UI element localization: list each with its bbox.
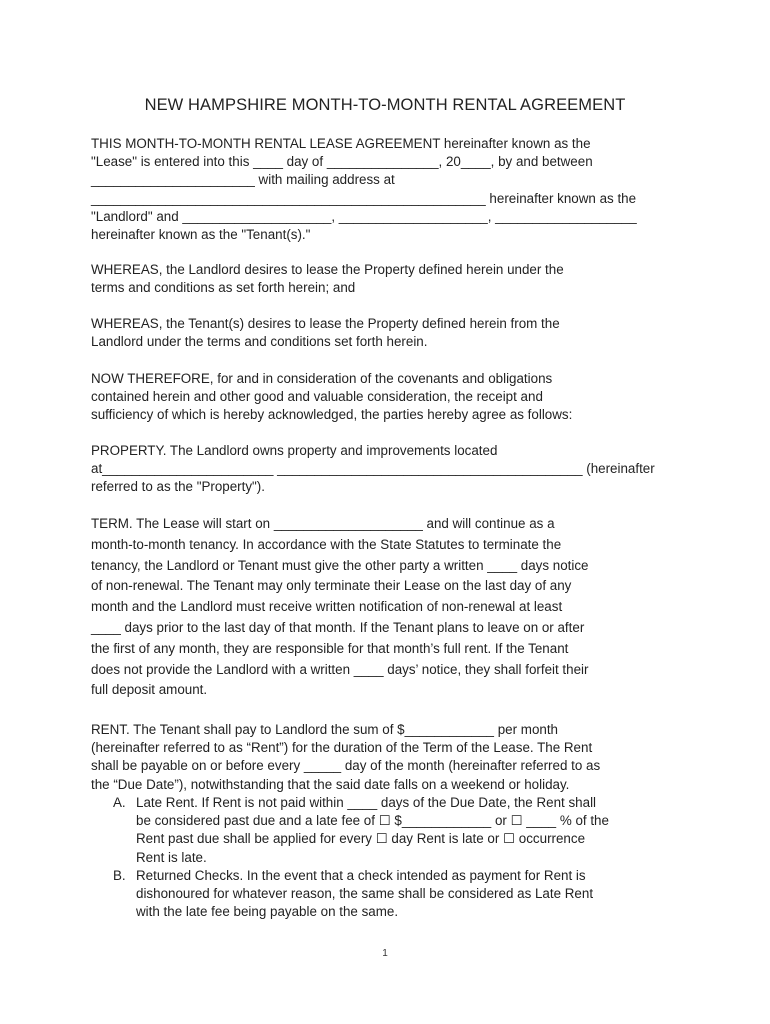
list-item-late-rent <box>113 794 683 867</box>
paragraph-line: referred to as the "Property"). <box>91 479 265 495</box>
paragraph-line: contained herein and other good and valuable consideration, the receipt and <box>91 389 543 405</box>
paragraph-line: THIS MONTH-TO-MONTH RENTAL LEASE AGREEMENT hereinafter known as the <box>91 136 591 151</box>
paragraph-line: the “Due Date”), notwithstanding that the said date falls on a weekend or holiday. <box>91 776 570 792</box>
whereas-tenant-paragraph <box>91 315 681 351</box>
paragraph-line: PROPERTY. The Landlord owns property and improvements located <box>91 443 498 458</box>
paragraph-line: _____________________________________________________ hereinafter known as the <box>91 190 637 206</box>
paragraph-line: "Landlord" and ____________________, ____________________, ___________________ <box>91 208 637 224</box>
rent-subsection-list <box>113 794 683 921</box>
paragraph-line: the first of any month, they are responsible for that month’s full rent. If the Tenant <box>91 640 569 656</box>
now-therefore-paragraph <box>91 370 681 425</box>
list-item-line: Late Rent. If Rent is not paid within ____ days of the Due Date, the Rent shall <box>136 795 597 810</box>
paragraph-line: "Lease" is entered into this ____ day of _______________, 20____, by and between <box>91 154 593 170</box>
paragraph-line: at_______________________ _________________________________________ (hereinafter <box>91 461 655 477</box>
page-number: 1 <box>382 948 388 959</box>
list-item-line: Returned Checks. In the event that a check intended as payment for Rent is <box>136 867 586 883</box>
paragraph-line: Landlord under the terms and conditions set forth herein. <box>91 334 428 350</box>
paragraph-line: ______________________ with mailing address at <box>91 172 395 188</box>
paragraph-line: NOW THEREFORE, for and in consideration of the covenants and obligations <box>91 371 553 386</box>
paragraph-line: tenancy, the Landlord or Tenant must give the other party a written ____ days notice <box>91 557 589 573</box>
property-paragraph <box>91 442 681 497</box>
rent-paragraph <box>91 721 681 794</box>
paragraph-line: month and the Landlord must receive written notification of non-renewal at least <box>91 599 563 615</box>
paragraph-line: (hereinafter referred to as “Rent”) for the duration of the Term of the Lease. The Rent <box>91 740 593 756</box>
intro-paragraph <box>91 135 681 244</box>
list-item-line: Rent past due shall be applied for every ☐ day Rent is late or ☐ occurrence <box>136 831 586 847</box>
paragraph-line: terms and conditions as set forth herein; and <box>91 280 356 296</box>
list-item-line: with the late fee being payable on the same. <box>136 904 399 920</box>
paragraph-line: full deposit amount. <box>91 682 208 698</box>
list-item-line: Rent is late. <box>136 849 207 865</box>
paragraph-line: WHEREAS, the Landlord desires to lease the Property defined herein under the <box>91 262 564 277</box>
document-title: NEW HAMPSHIRE MONTH-TO-MONTH RENTAL AGREEMENT <box>144 96 626 114</box>
list-item-line: dishonoured for whatever reason, the same shall be considered as Late Rent <box>136 885 594 901</box>
paragraph-line: of non-renewal. The Tenant may only terminate their Lease on the last day of any <box>91 578 572 594</box>
paragraph-line: WHEREAS, the Tenant(s) desires to lease the Property defined herein from the <box>91 316 560 331</box>
list-item-returned-checks <box>113 867 683 922</box>
list-marker: B. <box>113 867 126 883</box>
paragraph-line: month-to-month tenancy. In accordance with the State Statutes to terminate the <box>91 536 562 552</box>
paragraph-line: does not provide the Landlord with a written ____ days’ notice, they shall forfeit their <box>91 661 589 677</box>
paragraph-line: RENT. The Tenant shall pay to Landlord the sum of $____________ per month <box>91 722 559 737</box>
list-item-line: be considered past due and a late fee of ☐ $____________ or ☐ ____ % of the <box>136 813 609 829</box>
whereas-landlord-paragraph <box>91 261 681 297</box>
paragraph-line: sufficiency of which is hereby acknowledged, the parties hereby agree as follows: <box>91 407 573 423</box>
paragraph-line: hereinafter known as the "Tenant(s)." <box>91 226 311 242</box>
paragraph-line: shall be payable on or before every _____ day of the month (hereinafter referred to as <box>91 758 601 774</box>
list-marker: A. <box>113 795 126 810</box>
term-paragraph <box>91 514 681 701</box>
paragraph-line: ____ days prior to the last day of that month. If the Tenant plans to leave on or after <box>91 619 585 635</box>
paragraph-line: TERM. The Lease will start on ____________________ and will continue as a <box>91 516 555 531</box>
